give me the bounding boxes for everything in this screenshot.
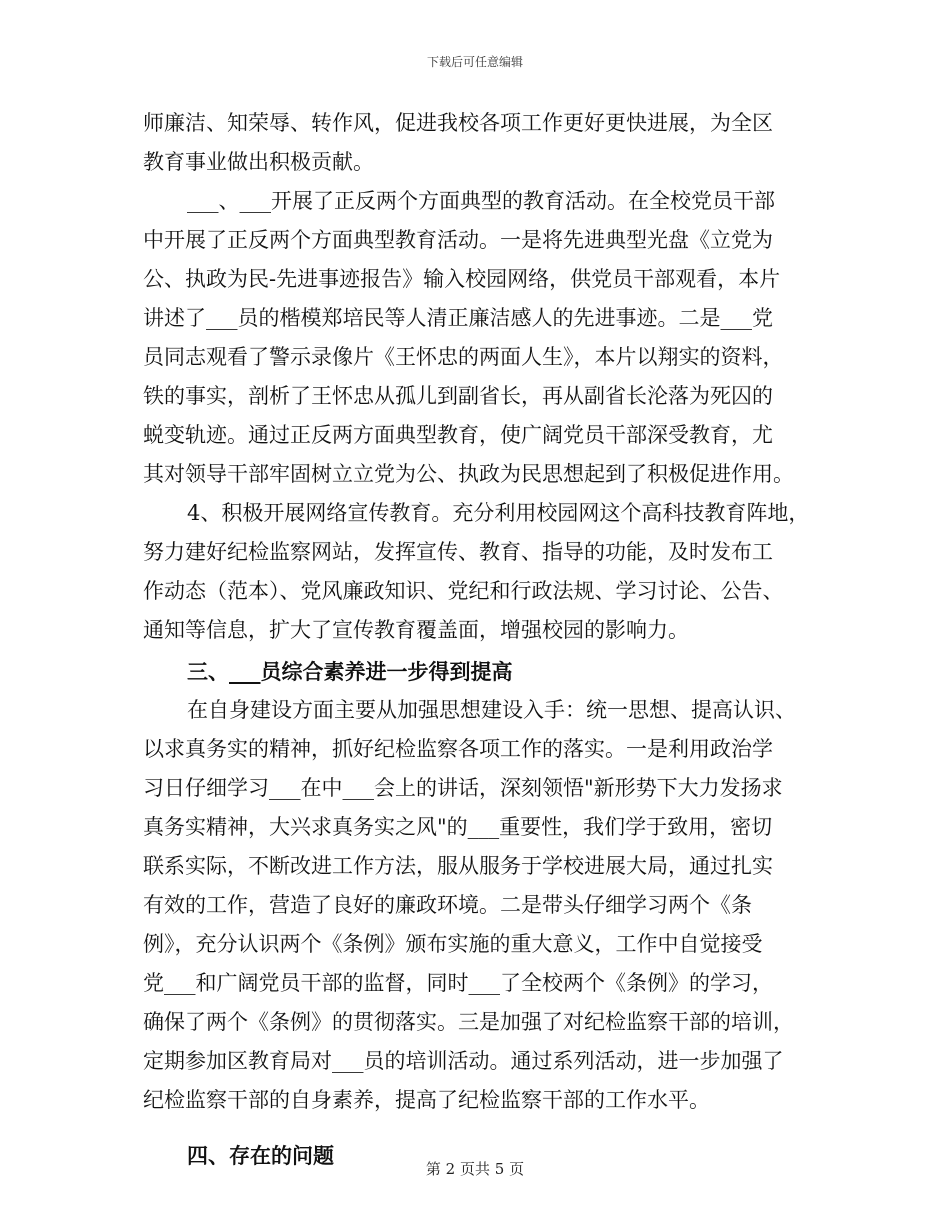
paragraph-line: 习日仔细学习___在中___会上的讲话，深刻领悟"新形势下大力发扬求 bbox=[143, 776, 783, 800]
paragraph-line: 铁的事实，剖析了王怀忠从孤儿到副省长，再从副省长沦落为死囚的 bbox=[143, 384, 773, 408]
paragraph-line: 联系实际，不断改进工作方法，服从服务于学校进展大局，通过扎实 bbox=[143, 854, 773, 878]
page-number: 第 2 页共 5 页 bbox=[425, 1160, 525, 1178]
paragraph-line: 确保了两个《条例》的贯彻落实。三是加强了对纪检监察干部的培训， bbox=[143, 1010, 794, 1034]
document-body bbox=[143, 104, 815, 1175]
paragraph-line: 在自身建设方面主要从加强思想建设入手：统一思想、提高认识、 bbox=[187, 698, 796, 722]
section-heading: 四、存在的问题 bbox=[187, 1143, 334, 1168]
page-header: 下载后可任意编辑 bbox=[426, 55, 523, 69]
paragraph-line: 定期参加区教育局对___员的培训活动。通过系列活动，进一步加强了 bbox=[143, 1049, 784, 1073]
paragraph-line: 教育事业做出积极贡献。 bbox=[143, 150, 374, 174]
paragraph-line: 员同志观看了警示录像片《王怀忠的两面人生》，本片以翔实的资料， bbox=[143, 345, 784, 369]
paragraph-line: 中开展了正反两个方面典型教育活动。一是将先进典型光盘《立党为 bbox=[143, 228, 773, 252]
paragraph-line: 例》，充分认识两个《条例》颁布实施的重大意义，工作中自觉接受 bbox=[143, 932, 763, 956]
paragraph-line: 纪检监察干部的自身素养，提高了纪检监察干部的工作水平。 bbox=[143, 1088, 710, 1112]
paragraph-line: 以求真务实的精神，抓好纪检监察各项工作的落实。一是利用政治学 bbox=[143, 737, 773, 761]
paragraph-line: 4、积极开展网络宣传教育。充分利用校园网这个高科技教育阵地， bbox=[187, 501, 810, 525]
paragraph-line: 公、执政为民-先进事迹报告》输入校园网络，供党员干部观看，本片 bbox=[143, 267, 781, 291]
paragraph-line: 党___和广阔党员干部的监督，同时___了全校两个《条例》的学习， bbox=[143, 971, 773, 995]
paragraph-line: 有效的工作，营造了良好的廉政环境。二是带头仔细学习两个《条 bbox=[143, 893, 752, 917]
paragraph-line: 师廉洁、知荣辱、转作风，促进我校各项工作更好更快进展，为全区 bbox=[143, 111, 773, 135]
paragraph-line: 讲述了___员的楷模郑培民等人清正廉洁感人的先进事迹。二是___党 bbox=[143, 306, 773, 330]
paragraph-line: 作动态（范本）、党风廉政知识、党纪和行政法规、学习讨论、公告、 bbox=[143, 579, 784, 603]
section-heading: 三、___员综合素养进一步得到提高 bbox=[187, 659, 513, 684]
paragraph-line: 其对领导干部牢固树立立党为公、执政为民思想起到了积极促进作用。 bbox=[143, 462, 794, 486]
paragraph-line: 通知等信息，扩大了宣传教育覆盖面，增强校园的影响力。 bbox=[143, 618, 689, 642]
paragraph-line: ___、___开展了正反两个方面典型的教育活动。在全校党员干部 bbox=[187, 189, 775, 213]
paragraph-line: 努力建好纪检监察网站，发挥宣传、教育、指导的功能，及时发布工 bbox=[143, 540, 773, 564]
paragraph-line: 真务实精神，大兴求真务实之风"的___重要性，我们学于致用，密切 bbox=[143, 815, 773, 839]
paragraph-line: 蜕变轨迹。通过正反两方面典型教育，使广阔党员干部深受教育，尤 bbox=[143, 423, 773, 447]
